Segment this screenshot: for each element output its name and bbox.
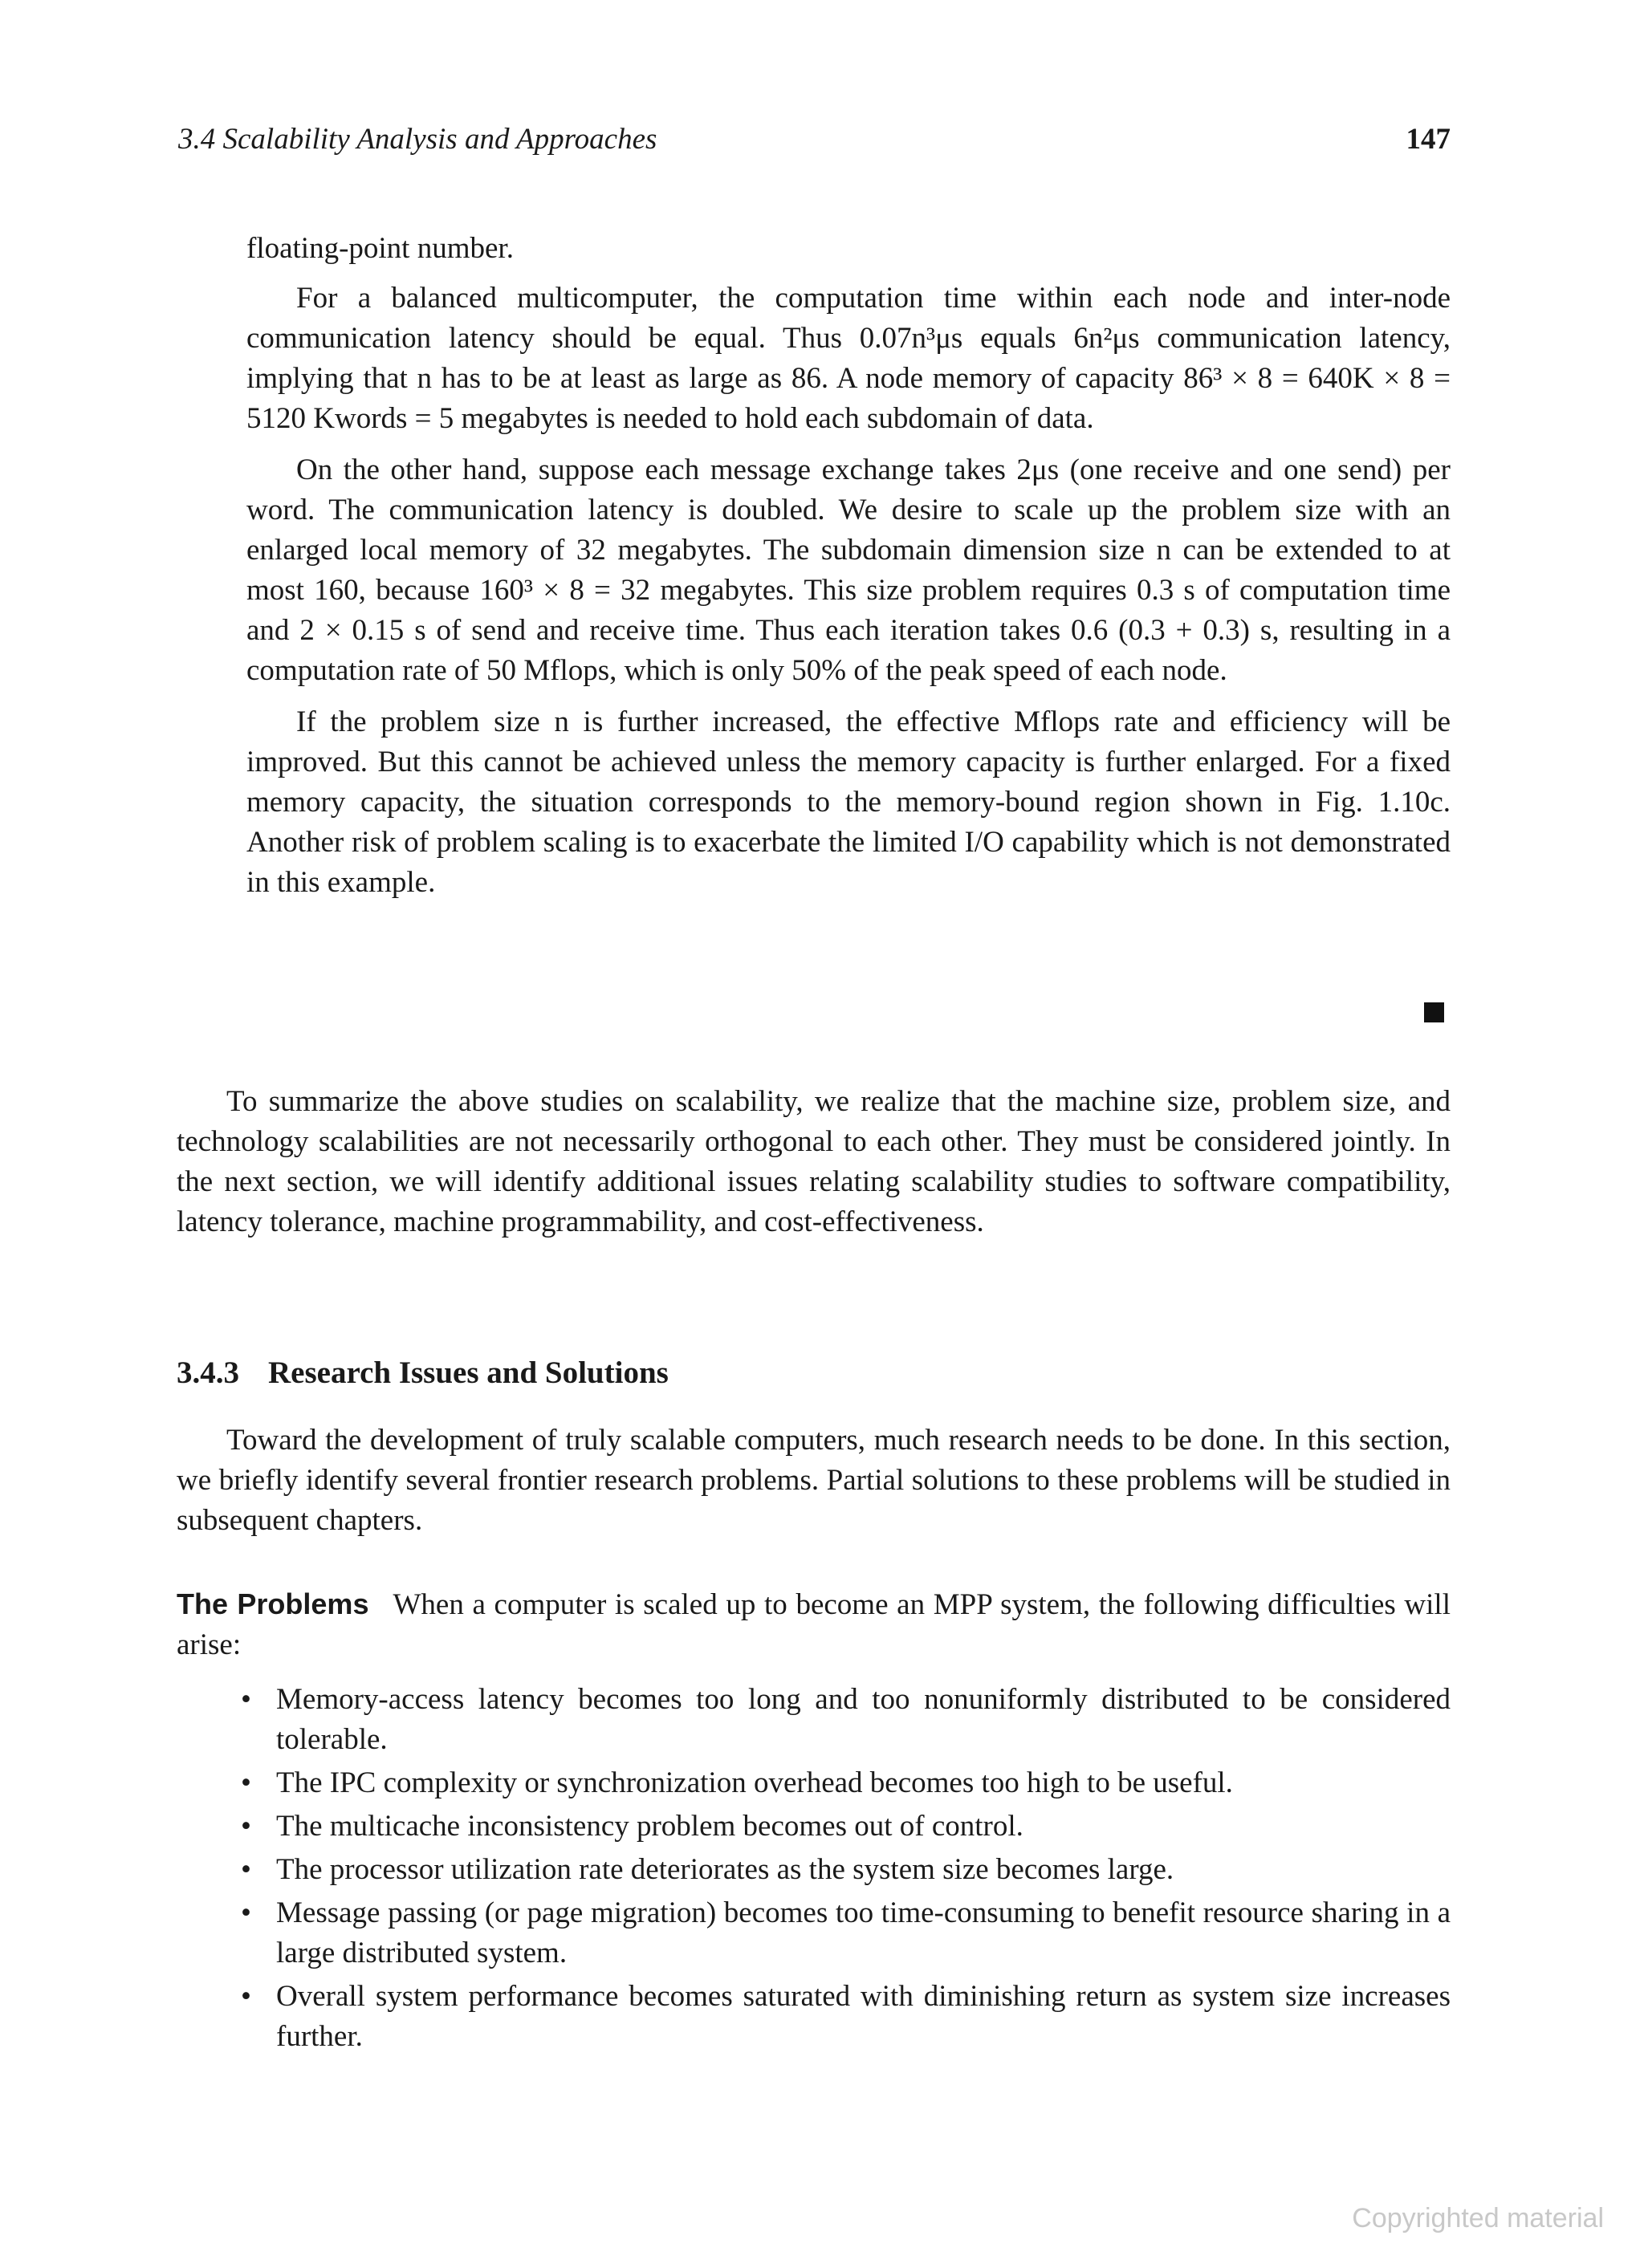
end-of-example-square-icon xyxy=(1424,1002,1444,1022)
paragraph-message-exchange: On the other hand, suppose each message exchange takes 2μs (one receive and one send) per word. The communication latency is doubled. We desire to scale up the problem size with an enlarged local memory of 32 megabytes. The subdomain dimension size n can be extended to at most 160, because 160³ × 8 = 32 megabytes. This size problem requires 0.3 s of computation time and 2 × 0.15 s of send and receive time. Thus each iteration takes 0.6 (0.3 + 0.3) s, resulting in a computation rate of 50 Mflops, which is only 50% of the peak speed of each node. xyxy=(246,453,1451,687)
paragraph-problem-size-increase: If the problem size n is further increased, the effective Mflops rate and efficiency will be improved. But this cannot be achieved unless the memory capacity is further enlarged. For a fixed memory capacity, the situation corresponds to the memory-bound region shown in Fig. 1.10c. Another risk of problem scaling is to exacerbate the limited I/O capability which is not demonstrated in this example. xyxy=(246,705,1451,899)
bullet-icon: • xyxy=(241,1853,251,1886)
list-item xyxy=(241,1850,1451,1890)
page-header xyxy=(178,122,1451,170)
list-item xyxy=(241,1680,1451,1760)
list-item xyxy=(241,1893,1451,1973)
section-intro-block xyxy=(177,1421,1451,1541)
problems-list xyxy=(241,1680,1451,2060)
problems-block xyxy=(177,1584,1451,1665)
list-item-text: The multicache inconsistency problem becomes out of control. xyxy=(276,1810,1023,1843)
list-item-text: The IPC complexity or synchronization overhead becomes too high to be useful. xyxy=(276,1766,1233,1799)
bullet-icon: • xyxy=(241,1683,251,1716)
summary-section xyxy=(177,1082,1451,1242)
paragraph-balanced-multicomputer: For a balanced multicomputer, the computation time within each node and inter-node communication latency should be equal. Thus 0.07n³μs equals 6n²μs communication latency, implying that n has to be at least as large as 86. A node memory of capacity 86³ × 8 = 640K × 8 = 5120 Kwords = 5 megabytes is needed to hold each subdomain of data. xyxy=(246,282,1451,435)
example-continuation xyxy=(246,229,1451,903)
list-item-text: The processor utilization rate deteriorates as the system size becomes large. xyxy=(276,1853,1174,1886)
list-item xyxy=(241,1807,1451,1847)
list-item-text: Overall system performance becomes saturated with diminishing return as system size increases further. xyxy=(276,1980,1451,2053)
problems-lead-in: When a computer is scaled up to become an MPP system, the following difficulties will arise: xyxy=(177,1588,1451,1661)
paragraph-problems-lead xyxy=(177,1584,1451,1665)
bullet-icon: • xyxy=(241,1766,251,1799)
bullet-icon: • xyxy=(241,1980,251,2013)
section-heading xyxy=(177,1355,669,1391)
page-number: 147 xyxy=(1406,123,1451,156)
running-head: 3.4 Scalability Analysis and Approaches xyxy=(178,123,657,156)
run-in-heading: The Problems xyxy=(177,1587,369,1620)
section-number: 3.4.3 xyxy=(177,1356,239,1390)
section-title: Research Issues and Solutions xyxy=(268,1356,669,1390)
paragraph-section-intro: Toward the development of truly scalable computers, much research needs to be done. In this section, we briefly identify several frontier research problems. Partial solutions to these problems will be studied in subsequent chapters. xyxy=(177,1424,1451,1537)
list-item xyxy=(241,1977,1451,2057)
list-item xyxy=(241,1763,1451,1803)
list-item-text: Message passing (or page migration) becomes too time-consuming to benefit resource sharing in a large distributed system. xyxy=(276,1896,1451,1969)
bullet-icon: • xyxy=(241,1896,251,1929)
list-item-text: Memory-access latency becomes too long and too nonuniformly distributed to be considered tolerable. xyxy=(276,1683,1451,1756)
copyright-watermark: Copyrighted material xyxy=(1352,2203,1604,2233)
bullet-icon: • xyxy=(241,1810,251,1843)
paragraph-fragment: floating-point number. xyxy=(246,232,514,265)
paragraph-summary: To summarize the above studies on scalability, we realize that the machine size, problem size, and technology scalabilities are not necessarily orthogonal to each other. They must be considered jointly. In the next section, we will identify additional issues relating scalability studies to software compatibility, latency tolerance, machine programmability, and cost-effectiveness. xyxy=(177,1085,1451,1238)
